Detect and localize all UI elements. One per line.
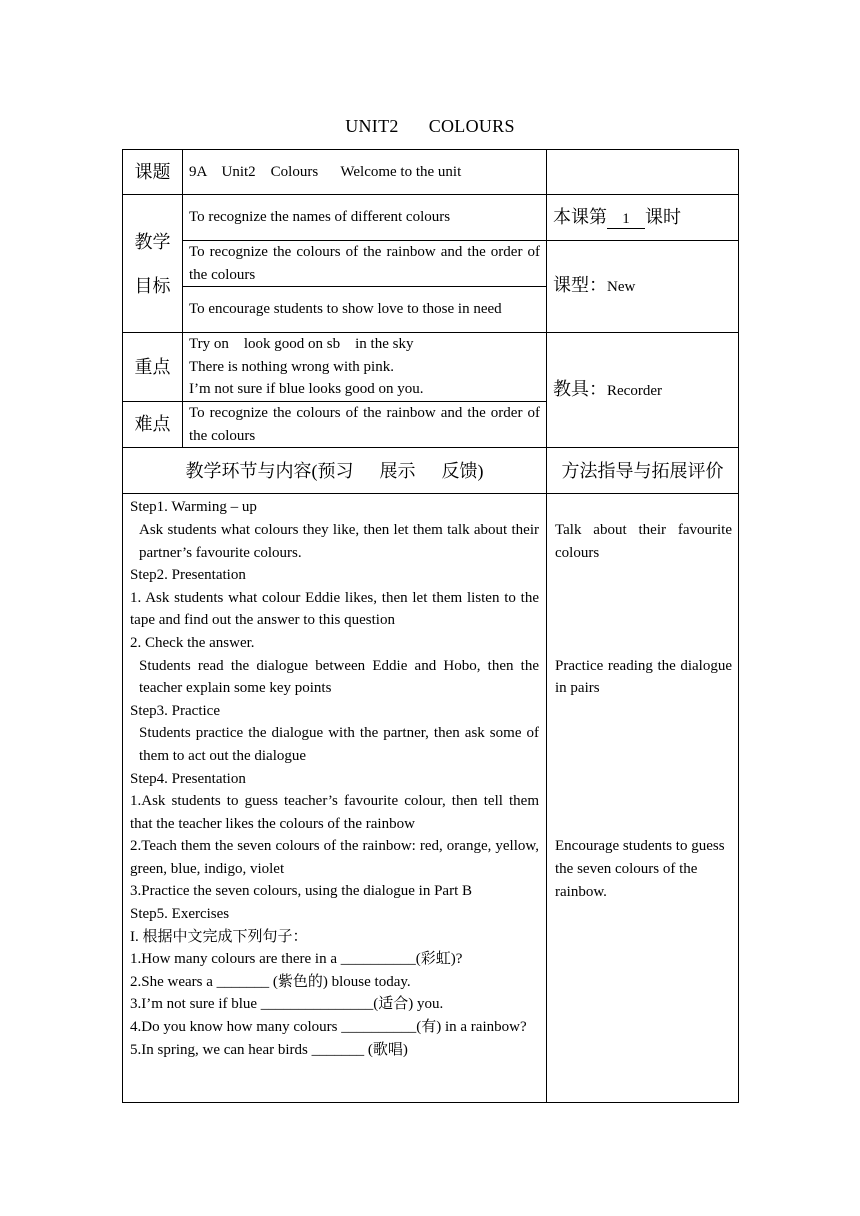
topic-empty-cell bbox=[547, 150, 739, 195]
label-difficulty: 难点 bbox=[123, 402, 183, 448]
teaching-aids-cell: 教具：Recorder bbox=[547, 333, 739, 448]
objective-item: To recognize the colours of the rainbow and the order of the colours bbox=[183, 241, 547, 287]
step-heading: Step4. Presentation bbox=[130, 770, 246, 787]
step-heading: Step2. Presentation bbox=[130, 567, 246, 584]
exercise-item: 5.In spring, we can hear birds _______ (歌唱) bbox=[130, 1041, 408, 1058]
period-cell: 本课第 1 课时 bbox=[547, 195, 739, 241]
key-points-cell: Try on look good on sb in the sky There is nothing wrong with pink. I’m not sure if blue looks good on you. bbox=[183, 333, 547, 402]
row-section-header bbox=[123, 448, 739, 494]
exercise-item: 3.I’m not sure if blue _______________(适合) you. bbox=[130, 996, 444, 1013]
difficulty-value: To recognize the colours of the rainbow and the order of the colours bbox=[183, 402, 547, 448]
row-objective-1 bbox=[123, 195, 739, 241]
guidance-note: Talk about their favourite colours bbox=[555, 521, 732, 561]
header-teaching-content: 教学环节与内容(预习 展示 反馈) bbox=[123, 448, 547, 494]
step-text: 1. Ask students what colour Eddie likes, then let them listen to the tape and find out the answer to this question bbox=[130, 589, 539, 629]
label-key-points: 重点 bbox=[123, 333, 183, 402]
objective-item: To recognize the names of different colours bbox=[183, 195, 547, 241]
step-text: Students practice the dialogue with the partner, then ask some of them to act out the dialogue bbox=[139, 725, 539, 764]
topic-value: 9A Unit2 Colours Welcome to the unit bbox=[183, 150, 547, 195]
row-lesson-body bbox=[123, 494, 739, 1103]
row-key-points bbox=[123, 333, 739, 402]
document-title bbox=[0, 116, 860, 137]
lesson-procedure-cell bbox=[123, 494, 547, 1103]
guidance-cell bbox=[547, 494, 739, 1103]
exercise-instruction: I. 根据中文完成下列句子： bbox=[130, 928, 308, 945]
exercise-item: 4.Do you know how many colours __________(有) in a rainbow? bbox=[130, 1019, 527, 1036]
lesson-plan-table bbox=[122, 149, 739, 1103]
step-text: 2.Teach them the seven colours of the rainbow: red, orange, yellow, green, blue, indigo, violet bbox=[130, 838, 539, 877]
step-heading: Step5. Exercises bbox=[130, 906, 230, 923]
lesson-type-cell: 课型：New bbox=[547, 241, 739, 333]
step-text: Students read the dialogue between Eddie and Hobo, then the teacher explain some key points bbox=[139, 657, 539, 697]
objective-item: To encourage students to show love to those in need bbox=[183, 287, 547, 333]
step-text: Ask students what colours they like, then let them talk about their partner’s favourite colours. bbox=[139, 521, 539, 561]
row-objective-2 bbox=[123, 241, 739, 287]
guidance-note: Practice reading the dialogue in pairs bbox=[555, 657, 732, 697]
label-topic: 课题 bbox=[123, 150, 183, 195]
header-method-guidance: 方法指导与拓展评价 bbox=[547, 448, 739, 494]
step-text: 3.Practice the seven colours, using the dialogue in Part B bbox=[130, 883, 473, 900]
title-unit: UNIT2 bbox=[345, 116, 399, 136]
exercise-item: 2.She wears a _______ (紫色的) blouse today. bbox=[130, 973, 411, 990]
label-objectives: 教学 目标 bbox=[123, 195, 183, 333]
step-text: 2. Check the answer. bbox=[130, 634, 255, 651]
exercise-item: 1.How many colours are there in a __________(彩虹)? bbox=[130, 951, 463, 968]
step-heading: Step3. Practice bbox=[130, 702, 220, 719]
row-topic bbox=[123, 150, 739, 195]
title-topic: COLOURS bbox=[428, 116, 515, 136]
period-number: 1 bbox=[607, 210, 645, 229]
guidance-note: Encourage students to guess the seven colours of the rainbow. bbox=[555, 838, 725, 900]
step-heading: Step1. Warming – up bbox=[130, 499, 257, 516]
step-text: 1.Ask students to guess teacher’s favourite colour, then tell them that the teacher likes the colours of the rainbow bbox=[130, 793, 539, 832]
